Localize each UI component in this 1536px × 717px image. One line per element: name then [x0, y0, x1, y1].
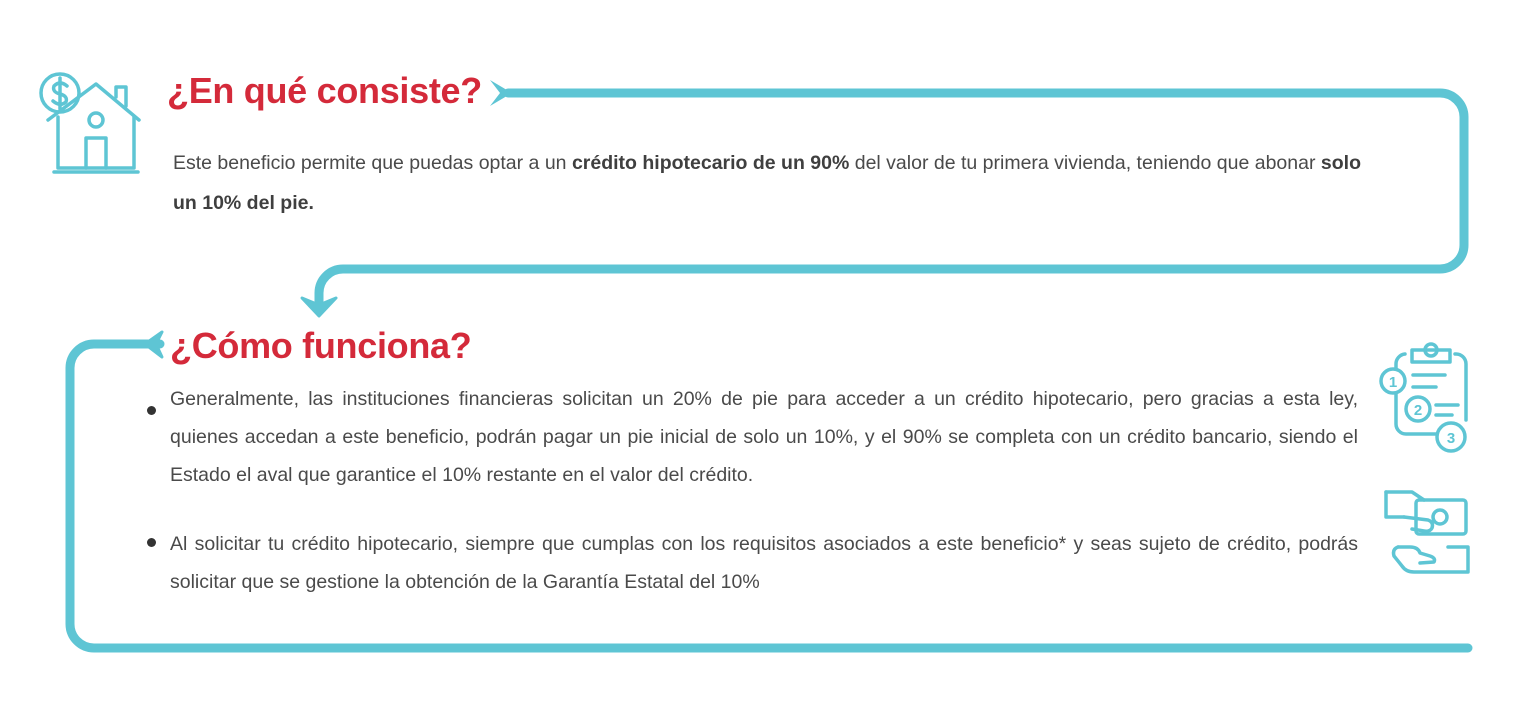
house-dollar-icon: [41, 74, 139, 172]
paragraph-bold-1: crédito hipotecario de un 90%: [571, 152, 850, 174]
section-title-what-is-it: ¿En qué consiste?: [167, 70, 482, 111]
section1-paragraph: [173, 143, 1363, 223]
paragraph-bold-2: solo un 10% del pie.: [173, 152, 1361, 214]
hand-money-icon: [1386, 492, 1468, 572]
checklist-number-1: 1: [1388, 374, 1398, 391]
bullet-dot: [147, 406, 156, 415]
arrow-tail: [490, 80, 512, 106]
paragraph-text-2: del valor de tu primera vivienda, teniendo que abonar: [849, 152, 1321, 174]
bullet-item-1: Generalmente, las instituciones financieras solicitan un 20% de pie para acceder a un crédito hipotecario, pero gracias a esta ley, quienes accedan a este beneficio, podrán pagar un pie inicial de solo un 10%, y el 90% se completa con un crédito bancario, siendo el Estado el aval que garantice el 10% restante en el valor del crédito.: [170, 388, 1358, 486]
bullet-item-2: Al solicitar tu crédito hipotecario, siempre que cumplas con los requisitos asociados a este beneficio* y seas sujeto de crédito, podrás solicitar que se gestione la obtención de la Garantía Estatal del 10%: [170, 533, 1358, 593]
checklist-number-3: 3: [1446, 430, 1456, 447]
section-title-how-it-works: ¿Cómo funciona?: [170, 325, 472, 366]
paragraph-text-1: Este beneficio permite que puedas optar a un: [173, 152, 572, 174]
checklist-number-2: 2: [1413, 402, 1423, 419]
bullet-dot: [147, 538, 156, 547]
